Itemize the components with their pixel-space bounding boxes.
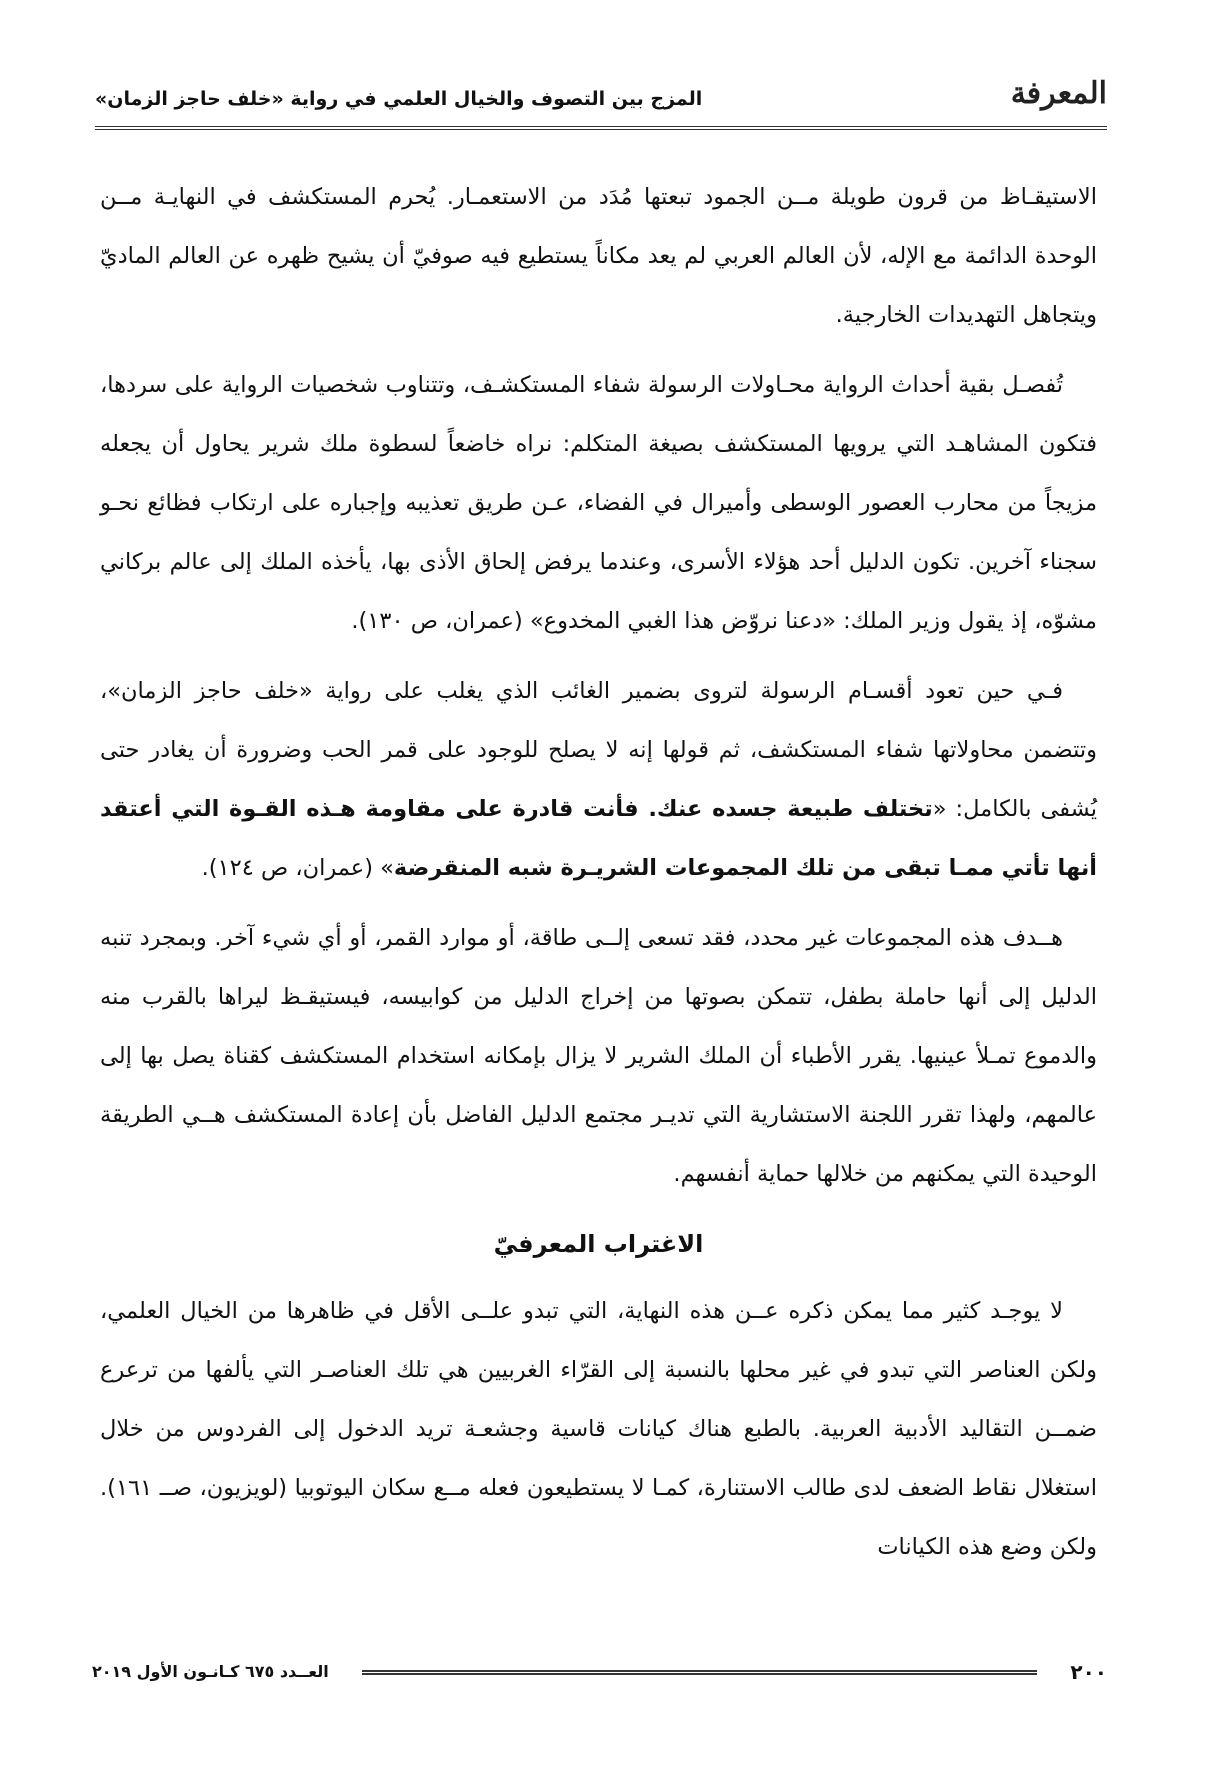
page-number: ٢٠٠ <box>1070 1660 1107 1684</box>
paragraph-4: هــدف هذه المجموعات غير محدد، فقد تسعى إلــى طاقة، أو موارد القمر، أو أي شيء آخر. وبمجرد تنبه الدليل إلى أنها حاملة بطفل، تتمكن بصوتها من إخراج الدليل من كوابيسه، فيستيقـظ ليراها بالقرب منه والدموع تمـلأ عينيها. يقرر الأطباء أن الملك الشرير لا يزال بإمكانه استخدام المستكشف كقناة يصل بها إلى عالمهم، ولهذا تقرر اللجنة الاستشارية التي تديـر مجتمع الدليل الفاضل بأن إعادة المستكشف هــي الطريقة الوحيدة التي يمكنهم من خلالها حماية أنفسهم. <box>100 925 1097 1187</box>
page-footer <box>92 1660 1107 1690</box>
footer-rule <box>362 1670 1037 1675</box>
issue-info: العــدد ٦٧٥ كـانـون الأول ٢٠١٩ <box>92 1662 329 1681</box>
page-header <box>95 62 1107 130</box>
article-body <box>100 168 1097 1588</box>
magazine-logo: المعرفة <box>1010 76 1107 111</box>
header-rule <box>95 126 1107 130</box>
paragraph-2: تُفصـل بقية أحداث الرواية محـاولات الرسولة شفاء المستكشـف، وتتناوب شخصيات الرواية على سردها، فتكون المشاهـد التي يرويها المستكشف بصيغة المتكلم: نراه خاضعاً لسطوة ملك شرير يحاول أن يجعله مزيجاً من محارب العصور الوسطى وأميرال في الفضاء، عـن طريق تعذيبه وإجباره على ارتكاب فظائع نحـو سجناء آخرين. تكون الدليل أحد هؤلاء الأسرى، وعندما يرفض إلحاق الأذى بها، يأخذه الملك إلى عالم بركاني مشوّه، إذ يقول وزير الملك: «دعنا نروّض هذا الغبي المخدوع» (عمران، ص ١٣٠). <box>100 372 1097 634</box>
section-paragraph: لا يوجـد كثير مما يمكن ذكره عــن هذه النهاية، التي تبدو علــى الأقل في ظاهرها من الخيال العلمي، ولكن العناصر التي تبدو في غير محلها بالنسبة إلى القرّاء الغربيين هي تلك العناصـر التي يألفها من ترعرع ضمــن التقاليد الأدبية العربية. بالطبع هناك كيانات قاسية وجشعـة تريد الدخول إلى الفردوس من خلال استغلال نقاط الضعف لدى طالب الاستنارة، كمـا لا يستطيعون فعله مــع سكان اليوتوبيا (لويزيون، صــ ١٦١). ولكن وضع هذه الكيانات <box>100 1298 1097 1560</box>
paragraph-1: الاستيقـاظ من قرون طويلة مــن الجمود تبعتها مُدَد من الاستعمـار. يُحرم المستكشف في النهايـة مــن الوحدة الدائمة مع الإله، لأن العالم العربي لم يعد مكاناً يستطيع فيه صوفيّ أن يشيح ظهره عن العالم الماديّ ويتجاهل التهديدات الخارجية. <box>100 184 1097 328</box>
bold-quote: تختلف طبيعة جسده عنك. فأنت قادرة على مقاومة هـذه القـوة التي أعتقد أنها تأتي ممـا تبقى من تلك المجموعات الشريـرة شبه المنقرضة <box>100 796 1097 881</box>
paragraph-3 <box>100 662 1097 898</box>
paragraph-3-citation: » (عمران، ص ١٢٤). <box>201 855 394 881</box>
paragraph-3-intro: فـي حين تعود أقسـام الرسولة لتروى بضمير الغائب الذي يغلب على رواية «خلف حاجز الزمان»، وتتضمن محاولاتها شفاء المستكشف، ثم قولها إنه لا يصلح للوجود على قمر الحب وضرورة أن يغادر حتى يُشفى بالكامل: « <box>100 678 1098 822</box>
running-title: المزج بين التصوف والخيال العلمي في رواية «خلف حاجز الزمان» <box>95 88 703 110</box>
section-heading: الاغتراب المعرفيّ <box>493 1230 704 1258</box>
